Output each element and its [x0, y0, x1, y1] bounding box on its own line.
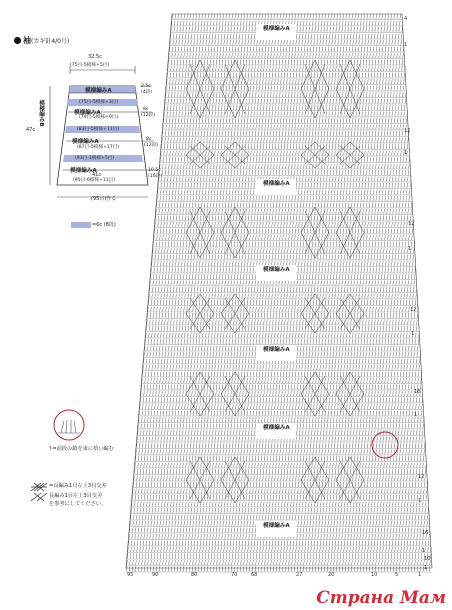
stitch-row — [167, 73, 405, 79]
band-rows-1: (4段) — [141, 90, 153, 95]
stitch-row — [133, 489, 428, 495]
stitch-row — [127, 554, 431, 560]
sleeve-title: 袖(カギ針4/0号) — [14, 35, 69, 46]
stitch-row — [163, 125, 408, 131]
bottom-width-label: 41c — [92, 172, 102, 178]
watermark-logo: Страна Мам — [316, 588, 446, 608]
band-label-5: 模様編みA — [72, 139, 99, 145]
stitch-row — [132, 502, 429, 508]
stitch-row — [164, 105, 406, 111]
band-height-2: 8c — [143, 107, 149, 112]
column-number: 68 — [251, 572, 258, 578]
row-number: 1 — [404, 150, 408, 156]
stitch-row — [160, 164, 411, 170]
row-number: 1 — [404, 42, 408, 48]
stitch-row — [162, 138, 409, 144]
row-number: 16 — [414, 389, 421, 395]
stitch-row — [159, 170, 410, 176]
pattern-a-label-2: 模様編みA — [263, 181, 290, 187]
symbol-dagger-icon: ↑ — [48, 446, 53, 452]
stitch-row — [150, 281, 417, 287]
band-rows-4: (12段) — [144, 143, 159, 148]
symbol-circle-icon — [52, 408, 86, 442]
stitch-row — [154, 229, 413, 235]
stitch-row — [155, 222, 414, 228]
pattern-a-label-4: 模様編みA — [263, 347, 290, 353]
stitch-row — [136, 450, 426, 456]
stitch-row — [169, 53, 404, 59]
row-number: 4 — [404, 16, 408, 22]
band-height-4: 8c — [146, 137, 152, 142]
stitch-row — [168, 60, 404, 66]
stitch-row — [169, 47, 404, 53]
stitch-row — [127, 560, 432, 566]
band-count-2: (75目-5模様+3目) — [79, 100, 119, 105]
cross-note-2: 長編み1目左上3目交差 — [49, 493, 103, 499]
stitch-row — [165, 99, 407, 105]
row-number: 1 — [411, 331, 415, 337]
stitch-row — [131, 508, 429, 514]
symbol-note: ↑=前段の鎖を束に拾い編む — [48, 446, 114, 452]
row-number: 12 — [408, 221, 415, 227]
row-number: 16 — [422, 530, 429, 536]
stitch-row — [149, 294, 417, 300]
stitch-row — [134, 476, 427, 482]
stitch-row — [147, 320, 419, 326]
cross-note-1: =長編み1目左上3目交差 — [49, 483, 107, 489]
column-number: 70 — [231, 572, 238, 578]
stitch-row — [128, 541, 430, 547]
row-number: 1 — [424, 565, 428, 571]
start-note: (95目)作る — [91, 196, 117, 202]
pattern-a-label-6: 模様編みA — [263, 523, 290, 529]
row-number: 10 — [424, 556, 431, 562]
band-label-7: 模様編みA — [70, 168, 97, 174]
row-number: 12 — [410, 307, 417, 313]
band-count-3: (79目-5模様+9目) — [79, 115, 119, 120]
top-stitch-count: (75目-5模様+5目) — [70, 63, 110, 68]
stitch-row — [142, 378, 422, 384]
row-number: 1 — [422, 548, 426, 554]
stitch-row — [140, 404, 424, 410]
stitch-row — [146, 326, 419, 332]
stitch-row — [134, 469, 426, 475]
pattern-a-label-3: 模様編みA — [263, 267, 290, 273]
row-number: 1 — [414, 412, 418, 418]
stitch-row — [133, 482, 428, 488]
stitch-row — [139, 411, 423, 417]
band-rows-6: (16段) — [148, 174, 163, 179]
stitch-row — [148, 300, 417, 306]
cross-stitch-icon — [30, 482, 48, 492]
row-number: 1 — [418, 498, 422, 504]
stitch-row — [142, 372, 422, 378]
side-pattern-label: 模様編みB — [38, 100, 44, 127]
band-rows-2: (12段) — [141, 113, 156, 118]
stitch-row — [130, 515, 429, 521]
stitch-row — [172, 14, 402, 20]
chart-outline — [126, 14, 432, 568]
stitch-row — [146, 333, 420, 339]
stitch-row — [135, 463, 427, 469]
column-number: 10 — [371, 572, 378, 578]
stitch-row — [162, 131, 409, 137]
stitch-row — [170, 40, 404, 46]
top-width-label: 32.5c — [88, 54, 102, 60]
stitch-row — [145, 339, 420, 345]
stitch-row — [132, 495, 428, 501]
column-number: 5 — [395, 572, 399, 578]
band-label-1: 模様編みA — [85, 88, 112, 94]
stitch-row — [135, 456, 426, 462]
band-height-1: 2.5c — [141, 84, 151, 89]
cross-note-3: を参考にしてください。 — [49, 501, 107, 507]
column-number: 1 — [418, 572, 422, 578]
cross-stitch-alt-icon — [30, 492, 48, 502]
band-count-6: (93目-1模様+5目) — [75, 156, 115, 161]
band-label-3: 模様編みA — [74, 110, 101, 116]
stitch-row — [154, 235, 414, 241]
stitch-row — [141, 385, 422, 391]
row-number: 1 — [408, 246, 412, 252]
stitch-row — [153, 248, 415, 254]
stitch-row — [163, 118, 407, 124]
band-count-5: (87目-5模様+17目) — [77, 145, 120, 150]
stitch-row — [161, 144, 409, 150]
column-number: 80 — [191, 572, 198, 578]
stitch-row — [136, 443, 425, 449]
stitch-row — [140, 398, 423, 404]
stitch-row — [156, 209, 413, 215]
stitch-row — [152, 255, 415, 261]
legend-text: =6c (8段) — [92, 222, 116, 228]
stitch-row — [141, 391, 423, 397]
stitch-row — [148, 307, 419, 313]
stitch-row — [156, 203, 412, 209]
total-height-label: 47c — [26, 127, 36, 133]
stitch-row — [164, 112, 408, 118]
band-height-6: 10.5c — [148, 168, 161, 173]
stitch-row — [166, 86, 406, 92]
column-number: 90 — [152, 572, 159, 578]
column-number: 20 — [328, 572, 335, 578]
stitch-row — [157, 196, 412, 202]
pattern-a-label-5: 模様編みA — [263, 425, 290, 431]
stitch-row — [167, 79, 406, 85]
stitch-row — [149, 287, 417, 293]
column-number: 95 — [127, 572, 134, 578]
stitch-row — [128, 547, 432, 553]
band-count-4: (83目-5模様+11目) — [77, 127, 120, 132]
column-number: 27 — [296, 572, 303, 578]
band-count-7: (95目-6模様+11目) — [73, 178, 116, 183]
stitch-row — [143, 365, 421, 371]
stitch-row — [139, 417, 425, 423]
stitch-row — [160, 157, 410, 163]
stitch-row — [126, 567, 432, 573]
row-number: 12 — [418, 474, 425, 480]
row-number: 12 — [404, 128, 411, 134]
pattern-a-label-1: 模様編みA — [263, 26, 290, 32]
